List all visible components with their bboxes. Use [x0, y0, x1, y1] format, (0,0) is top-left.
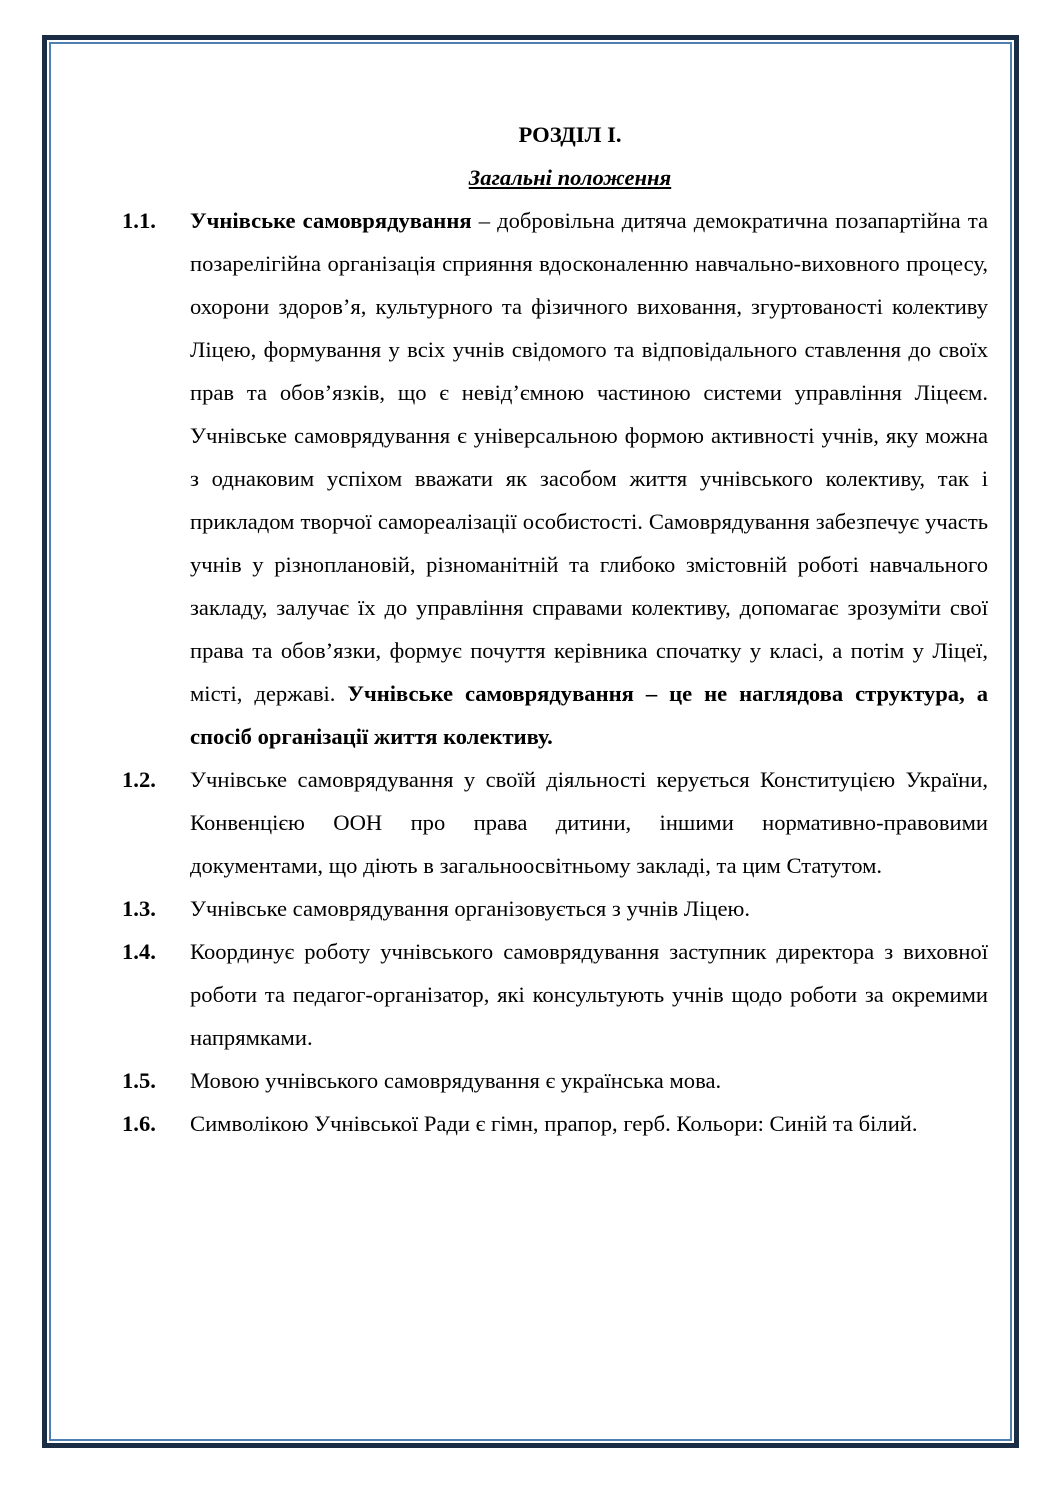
- section-title: РОЗДІЛ I.: [518, 122, 622, 147]
- document-body: [122, 113, 988, 1145]
- clause-body: Символікою Учнівської Ради є гімн, прапор, герб. Кольори: Синій та білий.: [190, 1111, 918, 1136]
- clause-number: 1.4.: [122, 939, 156, 964]
- clause-bold-lead: Учнівське самоврядування: [190, 208, 472, 233]
- clause-bold-tail: Учнівське самоврядування – це не наглядова структура, а спосіб організації життя колективу.: [190, 681, 988, 749]
- clause-1-1: [122, 199, 988, 758]
- clause-body: Учнівське самоврядування у своїй діяльності керується Конституцією України, Конвенцією ООН про права дитини, іншими нормативно-правовими документами, що діють в загальноосвітньому закладі, та цим Статутом.: [190, 767, 988, 878]
- clause-body: Учнівське самоврядування організовується з учнів Ліцею.: [190, 896, 751, 921]
- clause-body: – добровільна дитяча демократична позапартійна та позарелігійна організація сприяння вдосконаленню навчально-виховного процесу, охорони здоров’я, культурного та фізичного виховання, згуртованості колективу Ліцею, формування у всіх учнів свідомого та відповідального ставлення до своїх прав та обов’язків, що є невід’ємною частиною системи управління Ліцеєм. Учнівське самоврядування є універсальною формою активності учнів, яку можна з однаковим успіхом вважати як засобом життя учнівського колективу, так і прикладом творчої самореалізації особистості. Самоврядування забезпечує участь учнів у різноплановій, різноманітній та глибоко змістовній роботі навчального закладу, залучає їх до управління справами колективу, допомагає зрозуміти свої права та обов’язки, формує почуття керівника спочатку у класі, а потім у Ліцеї, місті, державі.: [190, 208, 988, 706]
- clause-1-5: [122, 1059, 988, 1102]
- clause-1-4: [122, 930, 988, 1059]
- clause-body: Мовою учнівського самоврядування є українська мова.: [190, 1068, 722, 1093]
- clause-number: 1.6.: [122, 1111, 156, 1136]
- clause-text: [190, 199, 988, 758]
- clause-1-6: [122, 1102, 988, 1145]
- clause-number: 1.3.: [122, 896, 156, 921]
- clause-number: 1.2.: [122, 767, 156, 792]
- clause-number: 1.1.: [122, 208, 156, 233]
- clause-1-3: [122, 887, 988, 930]
- section-subtitle: Загальні положення: [468, 165, 672, 190]
- clause-1-2: [122, 758, 988, 887]
- clause-body: Координує роботу учнівського самоврядування заступник директора з виховної роботи та педагог-організатор, які консультують учнів щодо роботи за окремими напрямками.: [190, 939, 988, 1050]
- clause-number: 1.5.: [122, 1068, 156, 1093]
